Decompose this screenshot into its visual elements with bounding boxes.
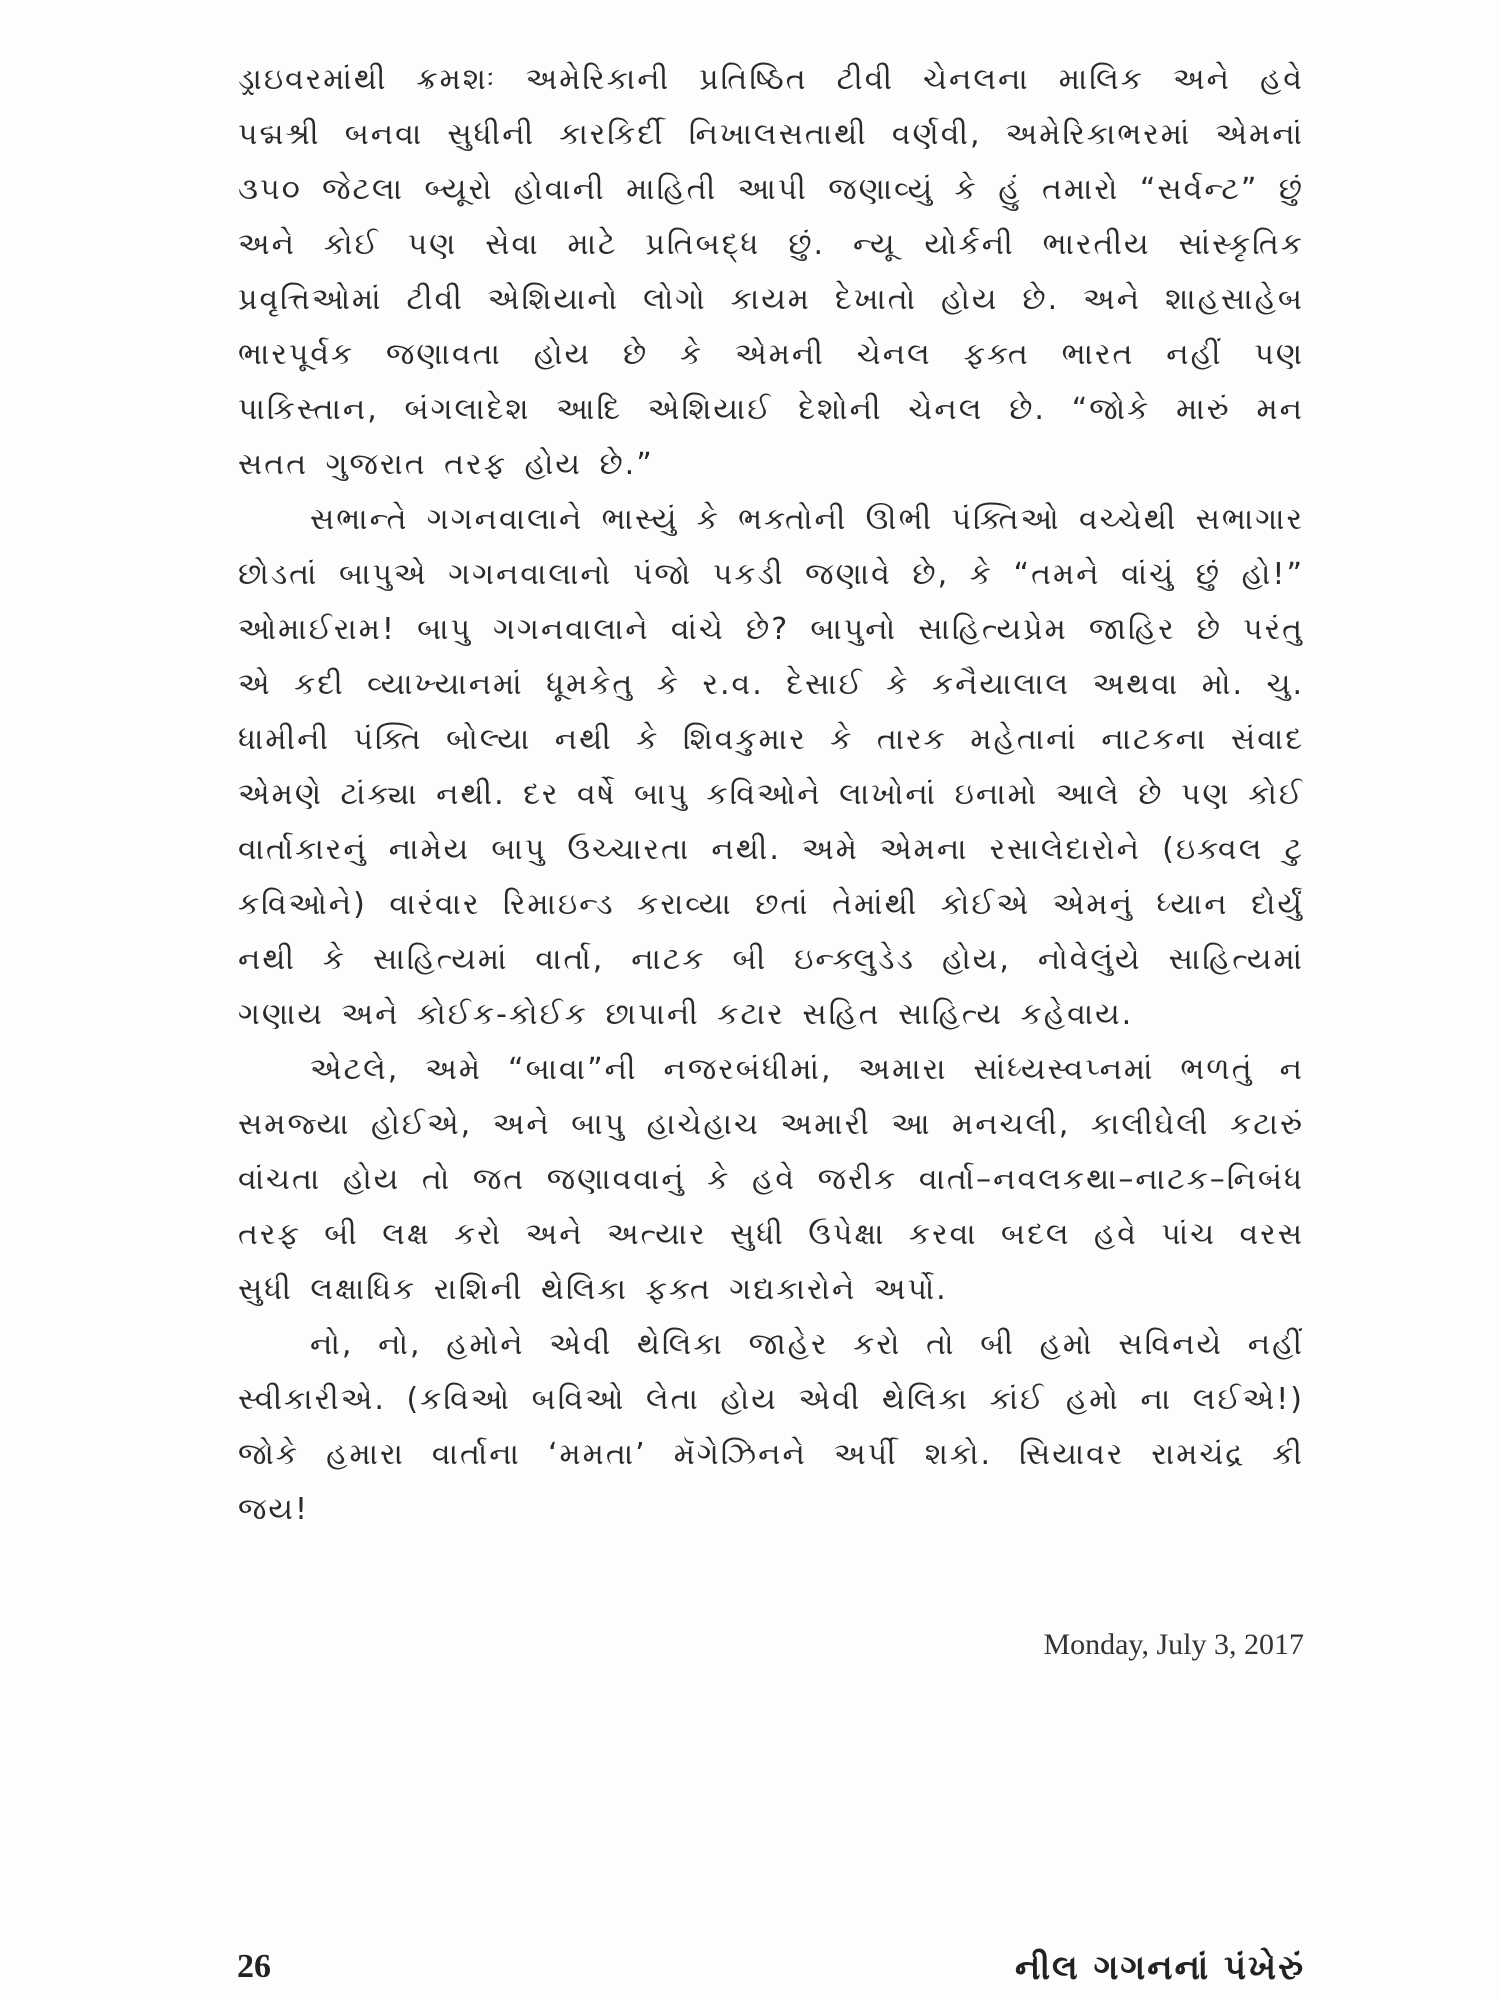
article-body [238, 52, 1304, 1537]
paragraph-no-no: નો, નો, હમોને એવી થેલિકા જાહેર કરો તો બી હમો સવિનયે નહીં સ્વીકારીએ. (કવિઓ બવિઓ લેતા હોય એવી થેલિકા કાંઈ હમો ના લઈએ!) જોકે હમારા વાર્તાના ‘મમતા’ મૅગેઝિનને અર્પી શકો. સિયાવર રામચંદ્ર કી જય! [238, 1327, 1304, 1527]
article-date: Monday, July 3, 2017 [1043, 1628, 1304, 1661]
running-book-title: નીલ ગગનનાં પંખેરું [1015, 1948, 1305, 1988]
paragraph-sabhante: સભાન્તે ગગનવાલાને ભાસ્યું કે ભક્તોની ઊભી પંક્તિઓ વચ્ચેથી સભાગાર છોડતાં બાપુએ ગગનવાલાનો પંજો પકડી જણાવે છે, કે “તમને વાંચું છું હો!” ઓમાઈરામ! બાપુ ગગનવાલાને વાંચે છે? બાપુનો સાહિત્યપ્રેમ જાહિર છે પરંતુ એ કદી વ્યાખ્યાનમાં ધૂમકેતુ કે ર.વ. દેસાઈ કે કનૈયાલાલ અથવા મો. ચુ. ધામીની પંક્તિ બોલ્યા નથી કે શિવકુમાર કે તારક મહેતાનાં નાટકના સંવાદ એમણે ટાંક્યા નથી. દર વર્ષે બાપુ કવિઓને લાખોનાં ઇનામો આલે છે પણ કોઈ વાર્તાકારનું નામેય બાપુ ઉચ્ચારતા નથી. અમે એમના રસાલેદારોને (ઇક્વલ ટુ કવિઓને) વારંવાર રિમાઇન્ડ કરાવ્યા છતાં તેમાંથી કોઈએ એમનું ધ્યાન દોર્યું નથી કે સાહિત્યમાં વાર્તા, નાટક બી ઇન્ક્લુડેડ હોય, નોવેલુંયે સાહિત્યમાં ગણાય અને કોઈક-કોઈક છાપાની કટાર સહિત સાહિત્ય કહેવાય. [238, 502, 1304, 1032]
paragraph-continuation: ડ્રાઇવરમાંથી ક્રમશઃ અમેરિકાની પ્રતિષ્ઠિત ટીવી ચેનલના માલિક અને હવે પદ્મશ્રી બનવા સુધીની કારકિર્દી નિખાલસતાથી વર્ણવી, અમેરિકાભરમાં એમનાં ૩૫૦ જેટલા બ્યૂરો હોવાની માહિતી આપી જણાવ્યું કે હું તમારો “સર્વન્ટ” છું અને કોઈ પણ સેવા માટે પ્રતિબદ્ધ છું. ન્યૂ યોર્કની ભારતીય સાંસ્કૃતિક પ્રવૃત્તિઓમાં ટીવી એશિયાનો લોગો કાયમ દેખાતો હોય છે. અને શાહસાહેબ ભારપૂર્વક જણાવતા હોય છે કે એમની ચેનલ ફક્ત ભારત નહીં પણ પાકિસ્તાન, બંગલાદેશ આદિ એશિયાઈ દેશોની ચેનલ છે. “જોકે મારું મન સતત ગુજરાત તરફ હોય છે.” [238, 62, 1304, 482]
paragraph-etle: એટલે, અમે “બાવા”ની નજરબંધીમાં, અમારા સાંધ્યસ્વપ્નમાં ભળતું ન સમજ્યા હોઈએ, અને બાપુ હાચેહાચ અમારી આ મનચલી, કાલીઘેલી કટારું વાંચતા હોય તો જત જણાવવાનું કે હવે જરીક વાર્તા–નવલકથા–નાટક–નિબંધ તરફ બી લક્ષ કરો અને અત્યાર સુધી ઉપેક્ષા કરવા બદલ હવે પાંચ વરસ સુધી લક્ષાધિક રાશિની થેલિકા ફક્ત ગદ્યકારોને અર્પો. [238, 1052, 1304, 1307]
page-number: 26 [237, 1948, 271, 1985]
